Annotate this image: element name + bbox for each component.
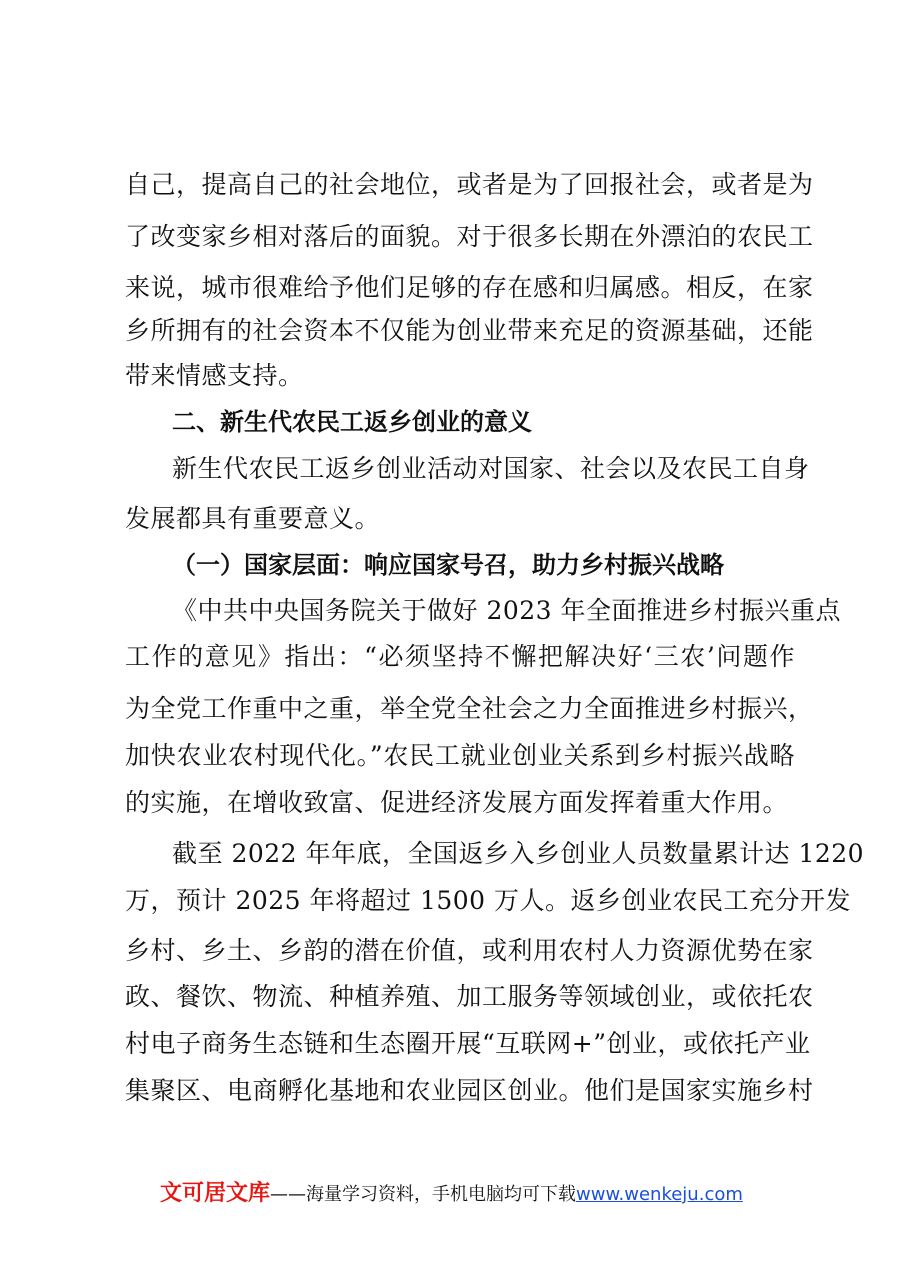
paragraph-line: 新生代农民工返乡创业活动对国家、社会以及农民工自身 (172, 454, 810, 483)
paragraph-line: 为全党工作重中之重，举全党全社会之力全面推进乡村振兴， (125, 694, 814, 723)
paragraph-line: 带来情感支持。 (125, 361, 304, 390)
paragraph-line: 的实施，在增收致富、促进经济发展方面发挥着重大作用。 (125, 788, 789, 817)
paragraph-line: 集聚区、电商孵化基地和农业园区创业。他们是国家实施乡村 (125, 1076, 814, 1105)
subsection-heading: （一）国家层面：响应国家号召，助力乡村振兴战略 (172, 550, 724, 579)
paragraph-line: 截至 2022 年年底，全国返乡入乡创业人员数量累计达 1220 (172, 839, 865, 868)
paragraph-line: 乡所拥有的社会资本不仅能为创业带来充足的资源基础，还能 (125, 316, 814, 345)
footer-site-link[interactable]: www.wenkeju.com (576, 1184, 743, 1205)
paragraph-line: 工作的意见》指出：“必须坚持不懈把解决好‘三农’问题作 (125, 642, 795, 671)
footer (160, 1180, 780, 1209)
paragraph-line: 来说，城市很难给予他们足够的存在感和归属感。相反，在家 (125, 273, 814, 302)
paragraph-line: 政、餐饮、物流、种植养殖、加工服务等领域创业，或依托农 (125, 982, 814, 1011)
paragraph-line: 加快农业农村现代化。”农民工就业创业关系到乡村振兴战略 (125, 741, 795, 770)
paragraph-line: 万，预计 2025 年将超过 1500 万人。返乡创业农民工充分开发 (125, 886, 852, 915)
paragraph-line: 了改变家乡相对落后的面貌。对于很多长期在外漂泊的农民工 (125, 222, 814, 251)
paragraph-line: 乡村、乡土、乡韵的潜在价值，或利用农村人力资源优势在家 (125, 936, 814, 965)
paragraph-line: 自己，提高自己的社会地位，或者是为了回报社会，或者是为 (125, 170, 814, 199)
paragraph-line: 《中共中央国务院关于做好 2023 年全面推进乡村振兴重点 (172, 596, 842, 625)
paragraph-line: 发展都具有重要意义。 (125, 504, 381, 533)
footer-brand: 文可居文库 (160, 1181, 271, 1206)
section-heading: 二、新生代农民工返乡创业的意义 (172, 408, 532, 436)
paragraph-line: 村电子商务生态链和生态圈开展“互联网+”创业，或依托产业 (125, 1029, 811, 1058)
footer-tagline: ——海量学习资料，手机电脑均可下载 (270, 1184, 577, 1205)
